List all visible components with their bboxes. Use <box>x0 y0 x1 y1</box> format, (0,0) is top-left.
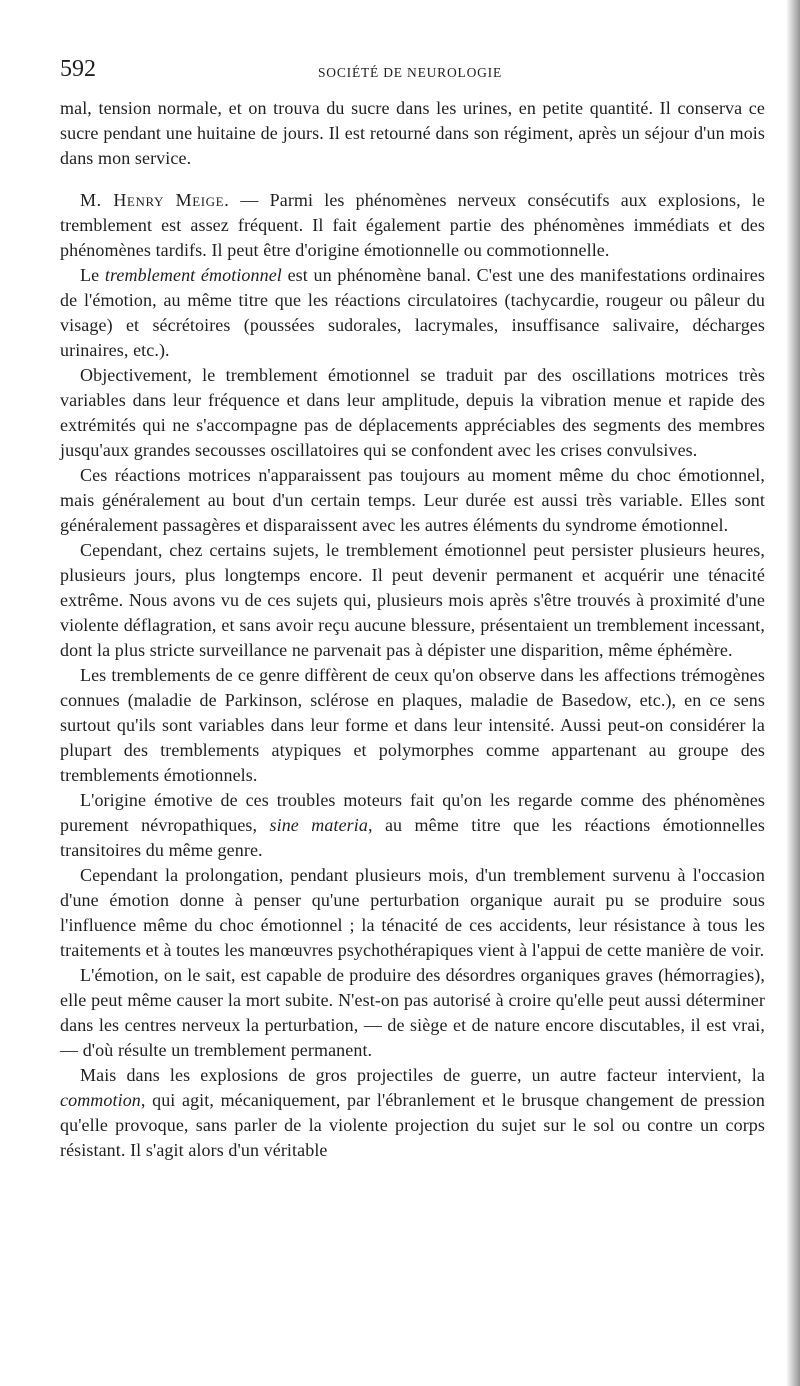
paragraph-2 <box>60 188 765 263</box>
page-header <box>60 56 760 86</box>
paragraph-8 <box>60 788 765 863</box>
paragraph-9: Cependant la prolongation, pendant plusieurs mois, d'un tremblement survenu à l'occasion d'une émotion donne à penser qu'une perturbation organique aurait pu se produire sous l'influence même du choc émotionnel ; la ténacité de ces accidents, leur résistance à tous les traitements et à toutes les manœuvres psychothérapiques vient à l'appui de cette manière de voir. <box>60 865 765 960</box>
paragraph-11-emphasis: commotion <box>60 1090 141 1110</box>
paragraph-5: Ces réactions motrices n'apparaissent pas toujours au moment même du choc émotionnel, mais généralement au bout d'un certain temps. Leur durée est aussi très variable. Elles sont généralement passagères et disparaissent avec les autres éléments du syndrome émotionnel. <box>60 465 765 535</box>
paragraph-2-text: — Parmi les phénomènes nerveux consécutifs aux explosions, le tremblement est assez fréquent. Il fait également partie des phénomènes immédiats et des phénomènes tardifs. Il peut être d'origine émotionnelle ou commotionnelle. <box>60 190 766 260</box>
running-title: SOCIÉTÉ DE NEUROLOGIE <box>317 65 503 80</box>
paragraph-3-post: est un phénomène banal. C'est une des manifestations ordinaires de l'émotion, au même titre que les réactions circulatoires (tachycardie, rougeur ou pâleur du visage) et sécrétoires (poussées sudorales, lacrymales, insuffisance salivaire, décharges urinaires, etc.). <box>60 265 765 360</box>
paragraph-1: mal, tension normale, et on trouva du sucre dans les urines, en petite quantité. Il conserva ce sucre pendant une huitaine de jours. Il est retourné dans son régiment, après un séjour d'un mois dans mon service. <box>60 98 765 168</box>
paragraph-3-pre: Le <box>80 265 105 285</box>
scan-edge-shadow <box>786 0 800 1386</box>
paragraph-10: L'émotion, on le sait, est capable de produire des désordres organiques graves (hémorragies), elle peut même causer la mort subite. N'est-on pas autorisé à croire qu'elle peut aussi déterminer dans les centres nerveux la perturbation, — de siège et de nature encore discutables, il est vrai, — d'où résulte un tremblement permanent. <box>60 965 765 1060</box>
paragraph-3-emphasis: tremblement émotionnel <box>104 265 282 285</box>
paragraph-8-post: , au même titre que les réactions émotionnelles transitoires du même genre. <box>60 815 765 860</box>
paragraph-8-emphasis: sine materia <box>269 815 368 835</box>
paragraph-7: Les tremblements de ce genre diffèrent de ceux qu'on observe dans les affections trémogènes connues (maladie de Parkinson, sclérose en plaques, maladie de Basedow, etc.), en ce sens surtout qu'ils sont variables dans leur forme et dans leur intensité. Aussi peut-on considérer la plupart des tremblements atypiques et polymorphes comme appartenant au groupe des tremblements émotionnels. <box>60 665 765 785</box>
paragraph-11 <box>60 1063 765 1163</box>
paragraph-6: Cependant, chez certains sujets, le tremblement émotionnel peut persister plusieurs heures, plusieurs jours, plus longtemps encore. Il peut devenir permanent et acquérir une ténacité extrême. Nous avons vu de ces sujets qui, plusieurs mois après s'être trouvés à proximité d'une violente déflagration, et sans avoir reçu aucune blessure, présentaient un tremblement incessant, dont la plus stricte surveillance ne parvenait pas à dépister une disparition, même éphémère. <box>60 540 765 660</box>
paragraph-3 <box>60 263 765 363</box>
speaker-name: M. Henry Meige. <box>80 190 230 210</box>
paragraph-11-pre: Mais dans les explosions de gros projectiles de guerre, un autre facteur intervient, la <box>80 1065 765 1085</box>
paragraph-4: Objectivement, le tremblement émotionnel se traduit par des oscillations motrices très variables dans leur fréquence et dans leur amplitude, depuis la vibration menue et rapide des extrémités qui ne s'accompagne pas de déplacements appréciables des segments des membres jusqu'aux grandes secousses oscillatoires qui se confondent avec les crises convulsives. <box>60 365 765 460</box>
paragraph-8-pre: L'origine émotive de ces troubles moteurs fait qu'on les regarde comme des phénomènes purement névropathiques, <box>60 790 765 835</box>
page-number: 592 <box>60 56 96 82</box>
paragraph-11-post: , qui agit, mécaniquement, par l'ébranlement et le brusque changement de pression qu'elle provoque, sans parler de la violente projection du sujet sur le sol ou contre un corps résistant. Il s'agit alors d'un véritable <box>60 1090 765 1160</box>
page-body <box>60 96 765 1163</box>
